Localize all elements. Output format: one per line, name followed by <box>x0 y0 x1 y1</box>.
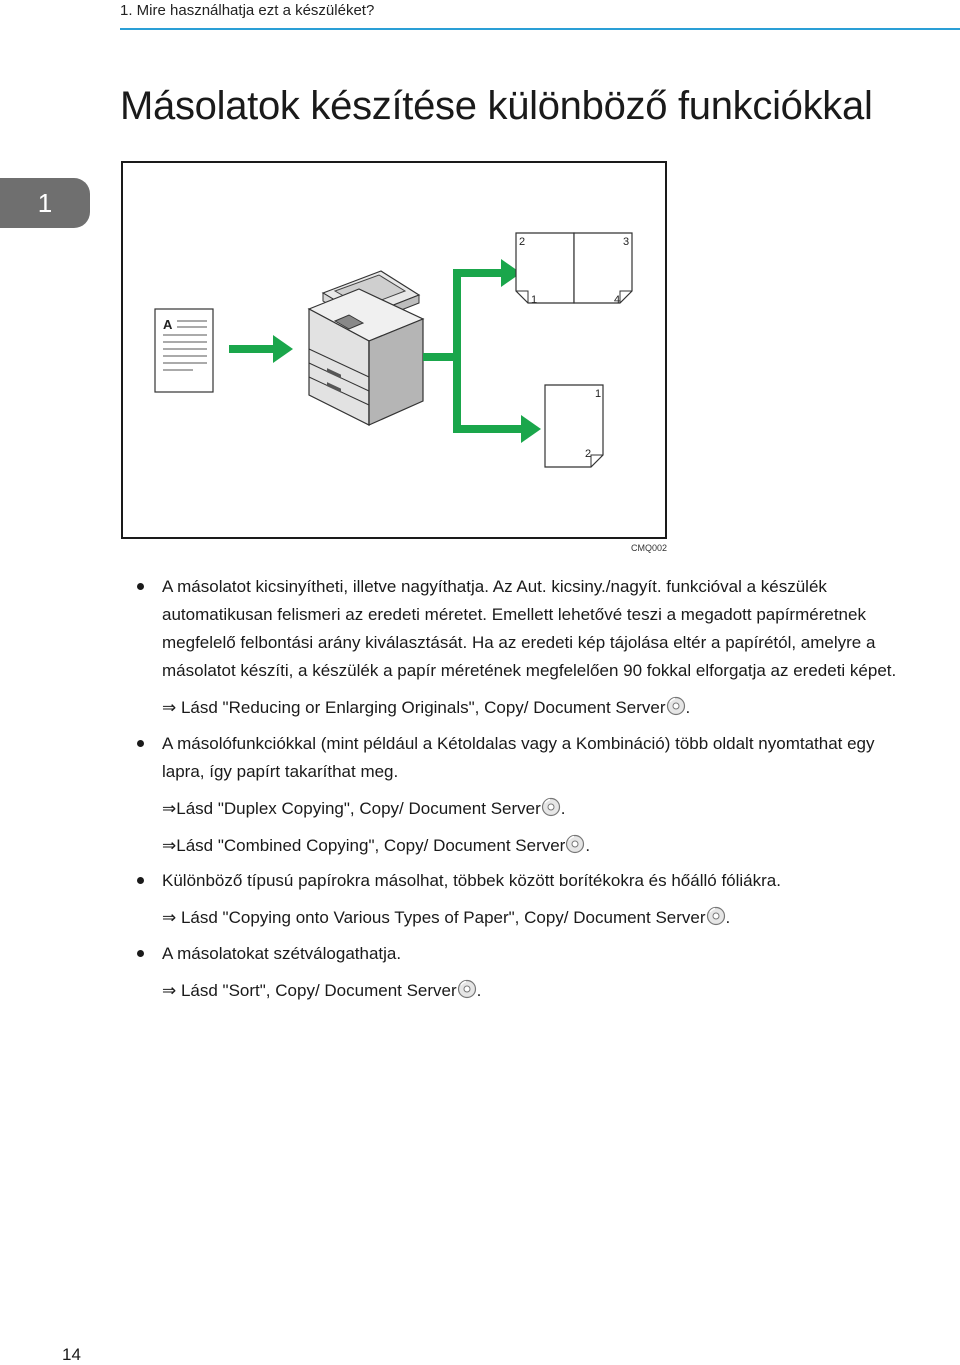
reference-link[interactable] <box>162 696 690 719</box>
bullet-dot <box>137 877 144 884</box>
header-rule <box>120 28 960 30</box>
disc-icon <box>457 979 477 999</box>
reference-text: Lásd "Reducing or Enlarging Originals", Copy/ Document Server <box>176 698 666 717</box>
reference-text: Lásd "Duplex Copying", Copy/ Document Server <box>176 799 541 818</box>
page-num-1b: 1 <box>595 388 602 400</box>
reference-arrow: ⇒ <box>162 836 177 855</box>
figure-code: CMQ002 <box>631 543 668 553</box>
bullet-1-line-2: automatikusan felismeri az eredeti méretet. Emellett lehetővé teszi a megadott papírméretnek <box>162 605 866 624</box>
reference-arrow: ⇒ <box>162 981 177 1000</box>
reference-arrow: ⇒ <box>162 799 177 818</box>
printer-copier-icon <box>309 271 423 425</box>
page-num-2b: 2 <box>585 448 592 460</box>
reference-end: . <box>476 981 482 1000</box>
reference-arrow: ⇒ <box>162 698 177 717</box>
disc-icon <box>666 696 686 716</box>
page-num-1: 1 <box>531 294 538 306</box>
bullet-dot <box>137 583 144 590</box>
illustration-svg <box>123 163 665 537</box>
reference-link[interactable] <box>162 797 566 820</box>
reference-text: Lásd "Sort", Copy/ Document Server <box>176 981 457 1000</box>
page-number: 14 <box>62 1345 81 1364</box>
bullet-1-line-4: másolatot készíti, a készülék a papír méretének megfelelően 90 fokkal elforgatja az eredeti képet. <box>162 661 897 680</box>
disc-icon <box>541 797 561 817</box>
reference-link[interactable] <box>162 979 481 1002</box>
bullet-4-line-1: A másolatokat szétválogathatja. <box>162 944 402 963</box>
reference-link[interactable] <box>162 906 730 929</box>
chapter-tab-label: 1 <box>37 187 53 218</box>
bullet-2-line-2: lapra, így papírt takaríthat meg. <box>162 762 399 781</box>
chapter-tab[interactable] <box>0 178 90 228</box>
disc-icon <box>706 906 726 926</box>
reference-end: . <box>725 908 731 927</box>
reference-end: . <box>685 698 691 717</box>
duplex-page <box>545 385 603 467</box>
bullet-dot <box>137 950 144 957</box>
combined-pages <box>516 233 632 306</box>
bullet-2-line-1: A másolófunkciókkal (mint például a Kétoldalas vagy a Kombináció) több oldalt nyomtathat egy <box>162 734 875 753</box>
reference-arrow: ⇒ <box>162 908 177 927</box>
bullet-1-line-3: megfelelő felbontási arány kiválasztását. Ha az eredeti kép tájolása eltér a papírétól, amelyre a <box>162 633 876 652</box>
reference-end: . <box>585 836 591 855</box>
copy-functions-illustration <box>121 161 667 539</box>
page-num-4: 4 <box>614 294 621 306</box>
disc-icon <box>565 834 585 854</box>
reference-text: Lásd "Combined Copying", Copy/ Document Server <box>176 836 566 855</box>
reference-text: Lásd "Copying onto Various Types of Paper", Copy/ Document Server <box>176 908 706 927</box>
reference-end: . <box>560 799 566 818</box>
original-document <box>155 309 213 392</box>
original-letter: A <box>163 317 173 332</box>
breadcrumb[interactable]: 1. Mire használhatja ezt a készüléket? <box>120 2 375 19</box>
reference-link[interactable] <box>162 834 590 857</box>
page-num-3: 3 <box>623 236 630 248</box>
page-num-2: 2 <box>519 236 526 248</box>
arrow-right-icon <box>229 335 293 363</box>
bullet-1-line-1: A másolatot kicsinyítheti, illetve nagyíthatja. Az Aut. kicsiny./nagyít. funkcióval a készülék <box>162 577 827 596</box>
page-title: Másolatok készítése különböző funkciókkal <box>120 84 873 128</box>
bullet-3-line-1: Különböző típusú papírokra másolhat, többek között borítékokra és hőálló fóliákra. <box>162 871 781 890</box>
bullet-dot <box>137 740 144 747</box>
